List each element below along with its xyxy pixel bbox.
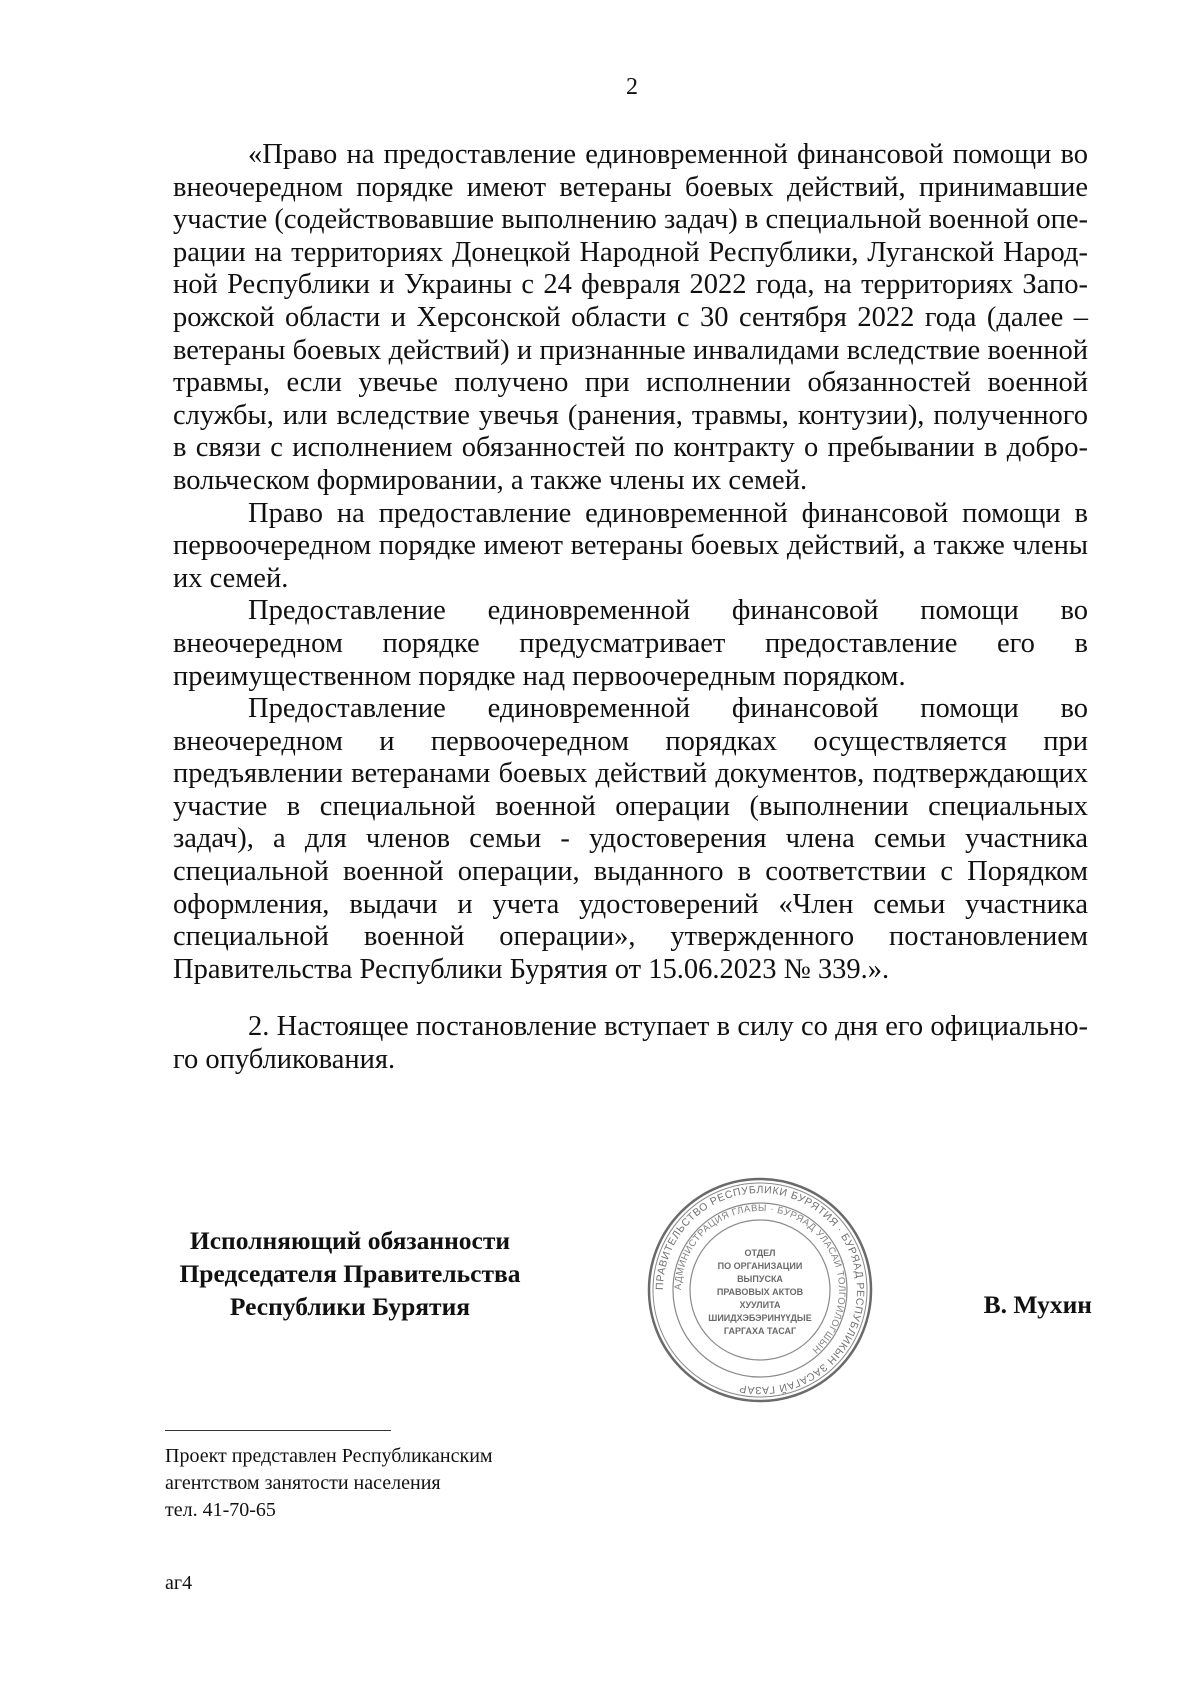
page-number: 2 (626, 74, 638, 100)
signatory-title-line-3: Республики Бурятия (229, 1292, 471, 1321)
seal-inner-ring-text: АДМИНИСТРАЦИЯ ГЛАВЫ · БУРЯАД УЛАСАЙ ТОЛГОЙЛОГШЫН (672, 1202, 848, 1356)
document-body (173, 139, 1088, 1077)
paragraph-5: 2. Настоящее постановление вступает в силу со дня его официального опубликования. (173, 1011, 1088, 1076)
footnote-line-3: тел. 41-70-65 (165, 1499, 276, 1521)
footnote (165, 1443, 493, 1524)
paragraph-3: Предоставление единовременной финансовой помощи во внеочередном порядке предусматривает предоставление его в преимущественном порядке над первоочередным порядком. (173, 595, 1088, 692)
footnote-divider (165, 1430, 391, 1431)
seal-outer-ring-text: ПРАВИТЕЛЬСТВО РЕСПУБЛИКИ БУРЯТИЯ · БУРЯАД РЕСПУБЛИКЫН ЗАСАГАЙ ГАЗАР (653, 1183, 867, 1397)
signatory-name: В. Мухин (983, 1290, 1092, 1319)
footnote-line-1: Проект представлен Республиканским (165, 1445, 493, 1467)
signatory-title-line-1: Исполняющий обязанности (189, 1226, 511, 1255)
paragraph-1: «Право на предоставление единовременной финансовой помощи во внеочередном порядке имеют ветераны боевых действий, принимавшие участие (содействовавшие выполнению задач) в специальной военной операции на территориях Донецкой Народной Республики, Луганской Народной Республики и Украины с 24 февраля 2022 года, на территориях Запорожской области и Херсонской области с 30 сентября 2022 года (далее – ветераны боевых действий) и признанные инвалидами вследствие военной травмы, если увечье получено при исполнении обязанностей военной службы, или вследствие увечья (ранения, травмы, контузии), полученного в связи с исполнением обязанностей по контракту о пребывании в добровольческом формировании, а также члены их семей. (173, 139, 1088, 496)
document-code: аг4 (165, 1572, 193, 1594)
seal-center-line-3: ВЫПУСКА (737, 1274, 783, 1284)
seal-center-line-4: ПРАВОВЫХ АКТОВ (716, 1287, 804, 1297)
seal-center-line-5: ХУУЛИТА (739, 1300, 781, 1310)
signatory-title (150, 1224, 550, 1323)
signatory-title-line-2: Председателя Правительства (179, 1259, 521, 1288)
paragraph-4: Предоставление единовременной финансовой помощи во внеочередном и первоочередном порядках осуществляется при предъявлении ветеранами боевых действий документов, подтверждающих участие в специальной военной операции (выполнении специальных задач), а для членов семьи - удостоверения члена семьи участника специальной военной операции, выданного в соответствии с Порядком оформления, выдачи и учета удостоверений «Член семьи участника специальной военной операции», утвержденного постановлением Правительства Республики Бурятия от 15.06.2023 № 339.». (173, 693, 1088, 985)
seal-center-line-7: ГАРГАХА ТАСАГ (723, 1326, 797, 1336)
seal-center-line-1: ОТДЕЛ (744, 1248, 776, 1258)
paragraph-2: Право на предоставление единовременной финансовой помощи в первоочередном порядке имеют ветераны боевых действий, а также члены их семей. (173, 497, 1088, 594)
footnote-line-2: агентством занятости населения (165, 1472, 441, 1494)
official-seal (646, 1176, 874, 1404)
seal-center-line-6: ШИИДХЭБЭРИНҮҮДЫЕ (708, 1313, 812, 1323)
seal-center-line-2: ПО ОРГАНИЗАЦИИ (717, 1261, 803, 1271)
